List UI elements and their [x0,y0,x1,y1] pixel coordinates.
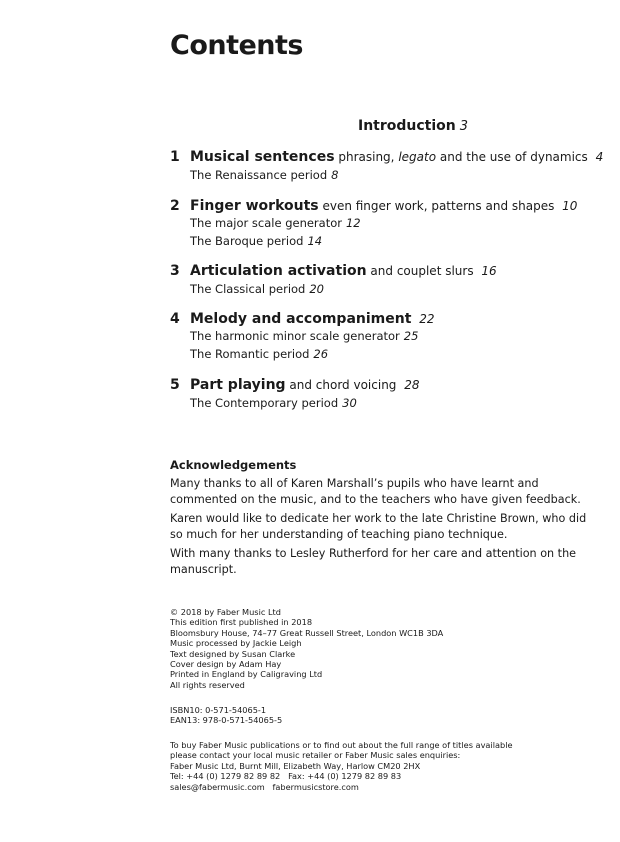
imprint-line: Music processed by Jackie Leigh [170,638,302,649]
imprint-line: © 2018 by Faber Music Ltd [170,607,281,617]
chapter-title: Musical sentences [190,149,335,165]
chapter-number: 2 [170,198,180,214]
imprint-line: All rights reserved [170,679,245,690]
introduction-label: Introduction [358,118,456,134]
toc-introduction [358,118,468,134]
chapter-number: 3 [170,263,180,279]
contact-line: sales@fabermusic.com fabermusicstore.com [170,781,359,792]
acknowledgements-paragraph: With many thanks to Lesley Rutherford for her care and attention on the manuscript. [170,546,577,576]
chapter-description-italic: legato [398,150,437,164]
chapter-title: Melody and accompaniment [190,311,412,327]
toc-subentry: The harmonic minor scale generator 25 [190,329,419,343]
chapter-number: 4 [170,311,180,327]
imprint-line: Cover design by Adam Hay [170,658,282,669]
chapter-page: 16 [481,264,497,278]
contact-line: Tel: +44 (0) 1279 82 89 82 Fax: +44 (0) 1279 82 89 83 [170,771,402,782]
chapter-page: 28 [404,378,420,392]
imprint-line: This edition first published in 2018 [170,617,313,628]
imprint [170,607,443,690]
contact-line: To buy Faber Music publications or to find out about the full range of titles available [170,740,513,750]
toc-subentry: The Baroque period 14 [190,234,323,248]
acknowledgements-paragraph: Karen would like to dedicate her work to the late Christine Brown, who did so much for her understanding of teaching piano technique. [170,511,587,541]
page-title: Contents [170,30,304,61]
chapter-title: Articulation activation [190,263,367,279]
imprint-line: Bloomsbury House, 74–77 Great Russell Street, London WC1B 3DA [170,627,444,638]
imprint-line: Text designed by Susan Clarke [170,648,296,659]
introduction-page: 3 [459,119,469,134]
isbn-block [170,705,282,726]
toc-subentry: The Contemporary period 30 [190,396,357,410]
acknowledgements-paragraph: Many thanks to all of Karen Marshall’s pupils who have learnt and commented on the music, and to the teachers who have given feedback. [170,476,581,506]
toc-subentry: The Romantic period 26 [190,347,329,361]
acknowledgements [170,457,600,581]
acknowledgements-heading: Acknowledgements [170,458,297,472]
chapter-page: 10 [562,199,578,213]
chapter-description: even finger work, patterns and shapes [322,199,555,213]
chapter-title: Part playing [190,377,286,393]
imprint-line: Printed in England by Caligraving Ltd [170,669,323,680]
contact-line: please contact your local music retailer or Faber Music sales enquiries: [170,750,461,761]
contact-line: Faber Music Ltd, Burnt Mill, Elizabeth Way, Harlow CM20 2HX [170,760,421,771]
chapter-description: phrasing, [338,150,395,164]
chapter-number: 1 [170,149,180,165]
chapter-description: and the use of dynamics [439,150,588,164]
contact-block [170,740,513,792]
isbn-line: EAN13: 978-0-571-54065-5 [170,715,283,726]
isbn-line: ISBN10: 0-571-54065-1 [170,705,267,715]
chapter-number: 5 [170,377,180,393]
chapter-page: 4 [595,150,604,164]
chapter-title: Finger workouts [190,198,319,214]
chapter-description: and chord voicing [289,378,397,392]
chapter-description: and couplet slurs [370,264,474,278]
toc-subentry: The major scale generator 12 [190,216,361,230]
toc-subentry: The Renaissance period 8 [190,168,339,182]
chapter-page: 22 [419,312,435,326]
toc-subentry: The Classical period 20 [190,282,324,296]
